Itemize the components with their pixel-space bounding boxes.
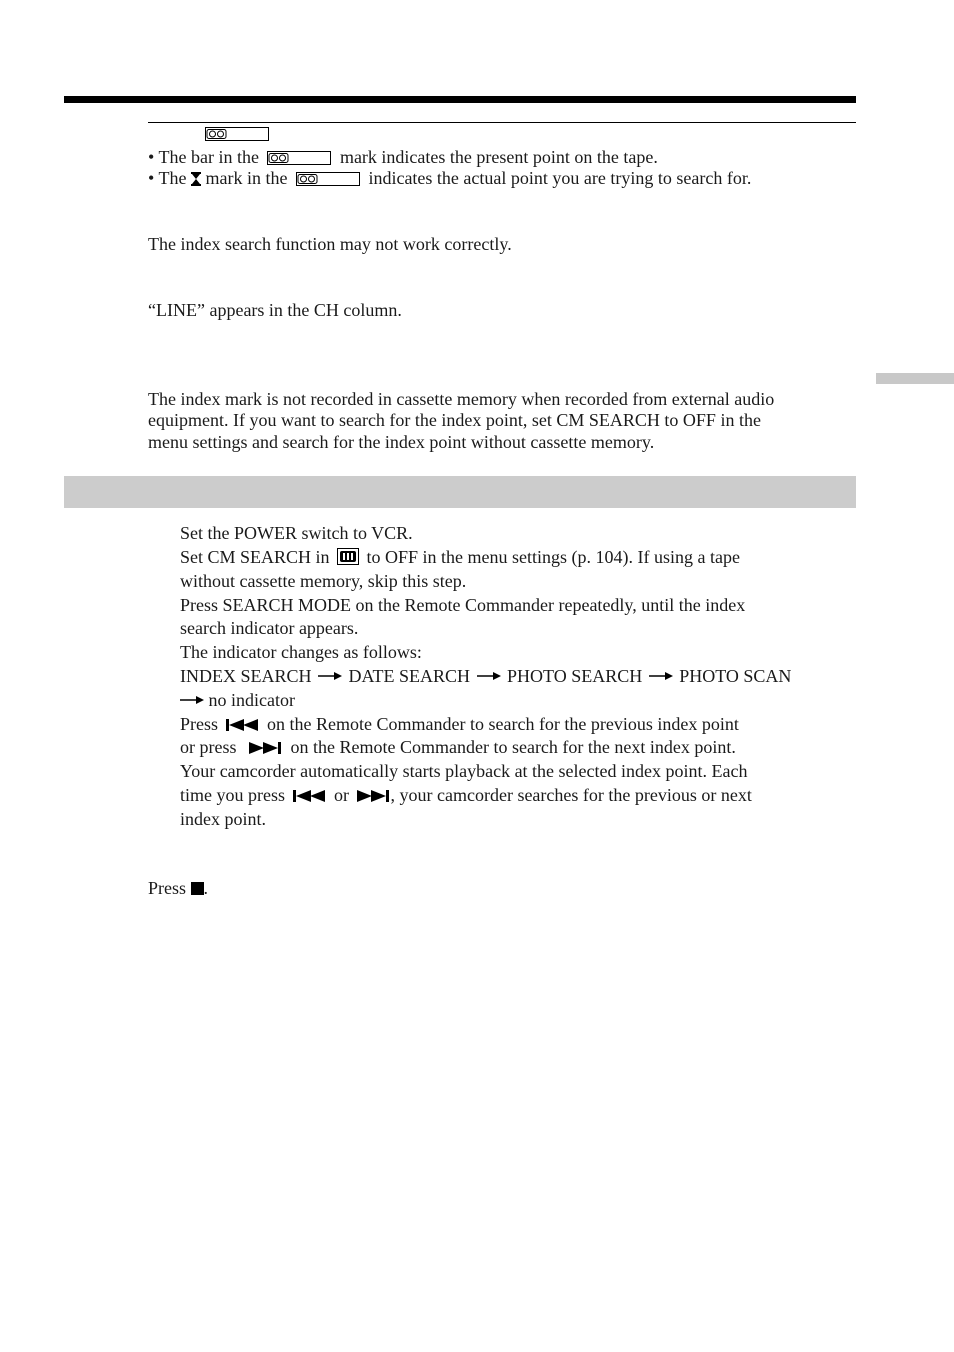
indicator-sequence-line-2 — [180, 689, 295, 711]
bullet-1-text-a: • The bar in the — [148, 147, 259, 167]
step-2-text-a: Set CM SEARCH in — [180, 547, 330, 567]
step-2-line-2: without cassette memory, skip this step. — [180, 571, 467, 591]
arrow-right-icon — [477, 671, 501, 681]
next-index-icon — [357, 789, 391, 803]
step-4-text-d: , your camcorder searches for the previous or next — [390, 785, 752, 805]
bullet-2-text-c: indicates the actual point you are trying to search for. — [368, 168, 752, 188]
note-paragraph-3-line-3: menu settings and search for the index point without cassette memory. — [148, 432, 655, 452]
hourglass-icon — [191, 172, 201, 186]
sequence-no-indicator: no indicator — [208, 690, 295, 710]
stop-text-period: . — [203, 878, 209, 898]
sequence-photo-scan: PHOTO SCAN — [679, 666, 792, 686]
step-1: Set the POWER switch to VCR. — [180, 523, 413, 543]
bullet-1-text-b: mark indicates the present point on the tape. — [339, 147, 658, 167]
step-3-line-1: Press SEARCH MODE on the Remote Commander repeatedly, until the index — [180, 595, 746, 615]
step-3-line-3: The indicator changes as follows: — [180, 642, 422, 662]
step-4-text-b: on the Remote Commander to search for the next index point. — [290, 737, 736, 757]
step-4-line-5: index point. — [180, 809, 266, 829]
note-paragraph-1: The index search function may not work correctly. — [148, 234, 512, 254]
section-band — [64, 476, 856, 508]
previous-index-icon — [226, 718, 260, 732]
step-2-text-b: to OFF in the menu settings (p. 104). If using a tape — [366, 547, 740, 567]
sequence-index-search: INDEX SEARCH — [180, 666, 312, 686]
sequence-date-search: DATE SEARCH — [348, 666, 471, 686]
sequence-photo-search: PHOTO SEARCH — [507, 666, 643, 686]
tape-counter-icon — [296, 172, 360, 186]
thin-rule — [148, 122, 856, 123]
step-4-line-4 — [180, 784, 752, 806]
tape-counter-icon — [205, 127, 269, 141]
note-bullet-1 — [148, 146, 658, 168]
cassette-memory-icon — [337, 548, 359, 565]
previous-index-icon — [293, 789, 327, 803]
side-tab-marker — [876, 373, 954, 384]
note-paragraph-3-line-1: The index mark is not recorded in cassette memory when recorded from external audio — [148, 389, 775, 409]
stop-icon — [191, 882, 204, 895]
bullet-2-text-b: mark in the — [205, 168, 288, 188]
arrow-right-icon — [318, 671, 342, 681]
note-paragraph-2: “LINE” appears in the CH column. — [148, 300, 402, 320]
step-4-text-or-press: or press — [180, 737, 237, 757]
step-3-line-2: search indicator appears. — [180, 618, 359, 638]
indicator-sequence-line-1 — [180, 665, 791, 687]
next-index-icon — [249, 741, 283, 755]
bullet-2-text-a: • The — [148, 168, 187, 188]
tape-counter-icon — [267, 151, 331, 165]
top-rule — [64, 96, 856, 103]
step-4-line-3: Your camcorder automatically starts playback at the selected index point. Each — [180, 761, 748, 781]
step-4-text-press: Press — [180, 714, 219, 734]
step-2-line-1 — [180, 546, 740, 568]
stop-text-press: Press — [148, 878, 187, 898]
arrow-right-icon — [649, 671, 673, 681]
arrow-right-icon — [180, 695, 204, 705]
note-bullet-2 — [148, 167, 751, 189]
step-4-line-2 — [180, 736, 736, 758]
stop-instruction — [148, 877, 208, 899]
step-4-text-or: or — [334, 785, 349, 805]
step-4-text-time: time you press — [180, 785, 285, 805]
step-4-line-1 — [180, 713, 739, 735]
step-4-text-a: on the Remote Commander to search for the previous index point — [267, 714, 739, 734]
note-paragraph-3-line-2: equipment. If you want to search for the index point, set CM SEARCH to OFF in the — [148, 410, 761, 430]
